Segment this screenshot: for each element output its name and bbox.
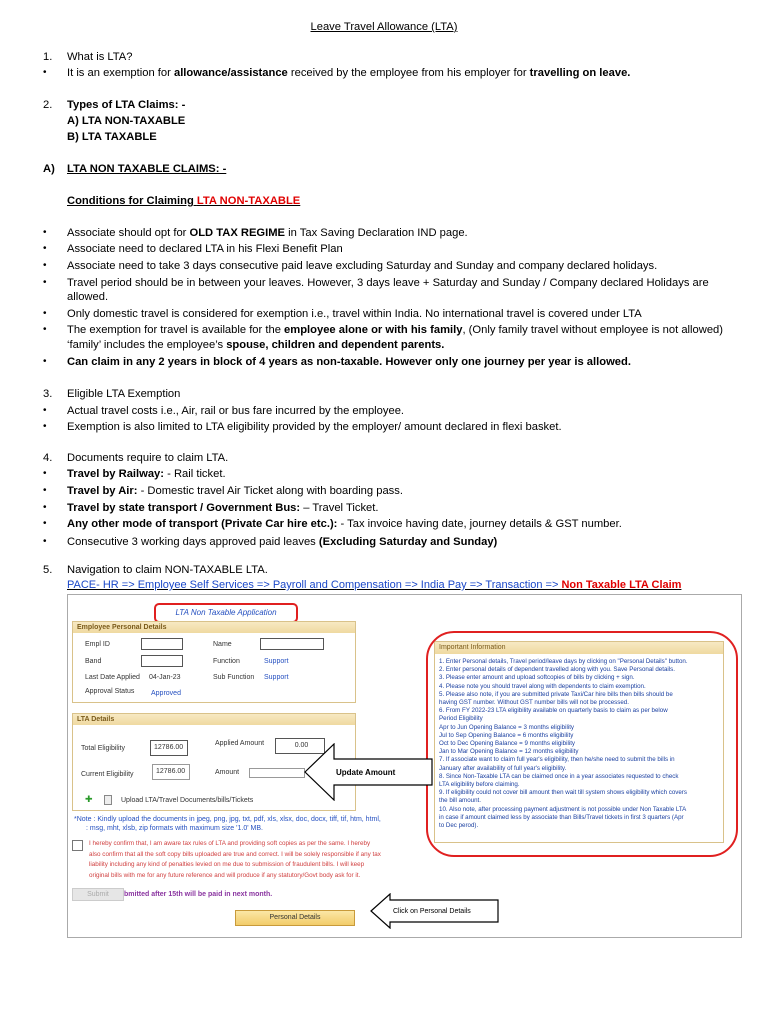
lta-panel-header: LTA Details [73, 714, 355, 725]
bullet: • [43, 324, 47, 335]
submit-button[interactable]: Submit [72, 888, 124, 901]
section-2-number: 2. [43, 99, 53, 111]
section-1-number: 1. [43, 51, 53, 63]
important-info-title: Important Information [435, 642, 723, 654]
info-line: 10. Also note, after processing payment adjustment is not possible under Non Taxable LTA [439, 805, 687, 813]
amount-input[interactable] [249, 768, 305, 778]
section-5-number: 5. [43, 564, 53, 576]
info-line: January after availability of full year's eligibility. [439, 764, 567, 772]
info-line: Jul to Sep Opening Balance = 6 months eligibility [439, 731, 574, 739]
declaration-text: I hereby confirm that, I am aware tax rules of LTA and providing soft copies as per the same. I hereby also confirm that all the soft copy bills uploaded are true and correct. I will be solely responsible if any tax liability including any kind of penalties levied on me due to submission of fraudulent bills. I will keep original bills with me for any future reference and will produce if any statutory/Govt body ask for it. [89, 840, 381, 879]
info-line: 5. Please also note, if you are submitted private Taxi/Car hire bills then bills should be [439, 690, 673, 698]
condition-7: Can claim in any 2 years in block of 4 years as non-taxable. However only one journey per year is allowed. [67, 356, 631, 368]
applied-amount-field: 0.00 [275, 738, 325, 754]
app-title: LTA Non Taxable Application [154, 603, 298, 623]
name-label: Name [213, 641, 232, 648]
sub-function-value: Support [264, 674, 289, 681]
lta-type-a: A) LTA NON-TAXABLE [67, 115, 186, 127]
update-amount-callout: Update Amount [336, 768, 396, 777]
approval-status-label: Approval Status [85, 688, 135, 695]
current-eligibility-label: Current Eligibility [81, 771, 134, 778]
info-line: 1. Enter Personal details, Travel period/leave days by clicking on "Personal Details" button. [439, 658, 688, 665]
info-line: Apr to Jun Opening Balance = 3 months eligibility [439, 723, 575, 731]
section-3-heading: Eligible LTA Exemption [67, 388, 181, 400]
condition-6-family: ‘family’ includes the employee’s spouse, children and dependent parents. [67, 339, 445, 351]
info-line: 8. Since Non-Taxable LTA can be claimed once in a year associates requested to check [439, 772, 679, 780]
doc-leaves: Consecutive 3 working days approved paid leaves (Excluding Saturday and Sunday) [67, 536, 498, 548]
important-info-panel [434, 641, 724, 843]
total-eligibility-label: Total Eligibility [81, 745, 125, 752]
upload-note-line-2: : msg, mht, xlsb, zip formats with maximum size '1.0' MB. [86, 825, 263, 832]
name-field[interactable] [260, 638, 324, 650]
declaration-checkbox[interactable] [72, 840, 83, 851]
important-info-highlight [426, 631, 738, 857]
employee-details-panel [72, 621, 356, 703]
upload-note-line-1: *Note : Kindly upload the documents in jpeg, png, jpg, txt, pdf, xls, xlsx, doc, docx, tiff, tif, htm, html, [74, 816, 381, 823]
section-5-heading: Navigation to claim NON-TAXABLE LTA. [67, 564, 268, 576]
section-2-heading: Types of LTA Claims: - [67, 99, 186, 111]
doc-railway: Travel by Railway: - Rail ticket. [67, 468, 226, 480]
section-a-heading: LTA NON TAXABLE CLAIMS: - [67, 163, 227, 175]
info-line: the bill amount. [439, 797, 481, 805]
lta-application-screenshot [67, 594, 742, 938]
bullet: • [43, 243, 47, 254]
amount-label: Amount [215, 769, 240, 776]
page-title: Leave Travel Allowance (LTA) [310, 21, 458, 33]
info-line: having GST number. Without GST number bills will not be processed. [439, 699, 629, 706]
condition-6: The exemption for travel is available for the employee alone or with his family, (Only family travel without employee is not allowed) [67, 324, 723, 336]
info-line: LTA eligibility before claiming. [439, 781, 520, 788]
section-a-number: A) [43, 163, 55, 175]
info-line: 4. Please note you should travel along with dependents to claim exemption. [439, 682, 646, 690]
employee-panel-header: Employee Personal Details [73, 622, 355, 633]
section-3-bullet-2: Exemption is also limited to LTA eligibility provided by the employer/ amount declared in flexi basket. [67, 421, 562, 433]
bullet: • [43, 308, 47, 319]
bullet: • [43, 227, 47, 238]
bullet: • [43, 405, 47, 416]
info-line: 9. If eligibility could not cover bill amount then wait till system shows eligibility which covers [439, 789, 687, 797]
info-line: 3. Please enter amount and upload softcopies of bills by clicking + sign. [439, 674, 635, 682]
payment-note: bmitted after 15th will be paid in next month. [124, 891, 273, 898]
info-line: to Dec perod). [439, 822, 479, 829]
total-eligibility-field: 12786.00 [150, 740, 188, 756]
section-3-bullet-1: Actual travel costs i.e., Air, rail or bus fare incurred by the employee. [67, 405, 405, 417]
upload-documents-link[interactable]: Upload LTA/Travel Documents/bills/Tickets [121, 797, 254, 804]
bullet: • [43, 356, 47, 367]
document-icon [104, 795, 112, 805]
section-1-heading: What is LTA? [67, 51, 133, 63]
doc-other: Any other mode of transport (Private Car hire etc.): - Tax invoice having date, journey details & GST number. [67, 518, 622, 530]
info-line: in case if amount claimed less by associate than Bills/Travel tickets in first 3 quarters (Apr [439, 813, 684, 821]
info-line: 7. If associate want to claim full year's eligibility, then he/she need to submit the bills in [439, 756, 675, 764]
bullet: • [43, 485, 47, 496]
personal-details-callout: Click on Personal Details [393, 908, 471, 915]
condition-4: Travel period should be in between your leaves. However, 3 days leave + Saturday and Sunday / Company declared Holidays are allowed. [67, 277, 709, 303]
last-date-value: 04-Jan-23 [149, 674, 181, 681]
doc-bus: Travel by state transport / Government Bus: – Travel Ticket. [67, 502, 379, 514]
conditions-heading: Conditions for Claiming LTA NON-TAXABLE [67, 195, 301, 207]
condition-3: Associate need to take 3 days consecutive paid leave excluding Saturday and Sunday and company declared holidays. [67, 260, 658, 272]
condition-1: Associate should opt for OLD TAX REGIME in Tax Saving Declaration IND page. [67, 227, 468, 239]
add-plus-icon[interactable]: ✚ [85, 794, 93, 804]
info-line: 2. Enter personal details of dependent travelled along with you. Save Personal details. [439, 666, 675, 674]
info-line: Jan to Mar Opening Balance = 12 months eligibility [439, 748, 579, 756]
last-date-label: Last Date Applied [85, 674, 140, 681]
lta-type-b: B) LTA TAXABLE [67, 131, 157, 143]
info-line: Oct to Dec Opening Balance = 9 months eligibility [439, 740, 576, 747]
condition-2: Associate need to declared LTA in his Flexi Benefit Plan [67, 243, 343, 255]
section-3-number: 3. [43, 388, 53, 400]
approval-status-value: Approved [151, 690, 181, 697]
personal-details-button[interactable]: Personal Details [235, 910, 355, 926]
bullet: • [43, 536, 47, 547]
empl-id-field[interactable] [141, 638, 183, 650]
doc-air: Travel by Air: - Domestic travel Air Ticket along with boarding pass. [67, 485, 403, 497]
bullet: • [43, 260, 47, 271]
section-4-heading: Documents require to claim LTA. [67, 452, 229, 464]
function-value: Support [264, 658, 289, 665]
condition-5: Only domestic travel is considered for exemption i.e., travel within India. No international travel is covered under LTA [67, 308, 642, 320]
band-label: Band [85, 658, 102, 665]
sub-function-label: Sub Function [213, 674, 255, 681]
info-line: Period Eligibility [439, 715, 483, 723]
applied-amount-label: Applied Amount [215, 740, 265, 747]
bullet: • [43, 421, 47, 432]
bullet: • [43, 468, 47, 479]
info-line: 6. From FY 2022-23 LTA eligibility available on quarterly basis to claim as per below [439, 707, 668, 715]
bullet: • [43, 277, 47, 288]
bullet: • [43, 502, 47, 513]
current-eligibility-field: 12786.00 [152, 764, 190, 780]
section-1-bullet: It is an exemption for allowance/assistance received by the employee from his employer for travelling on leave. [67, 67, 631, 79]
bullet: • [43, 67, 47, 78]
empl-id-label: Empl ID [85, 641, 110, 648]
bullet: • [43, 518, 47, 529]
function-label: Function [213, 658, 240, 665]
navigation-path: PACE- HR => Employee Self Services => Payroll and Compensation => India Pay => Transaction => Non Taxable LTA Claim [67, 579, 682, 591]
section-4-number: 4. [43, 452, 53, 464]
band-field[interactable] [141, 655, 183, 667]
